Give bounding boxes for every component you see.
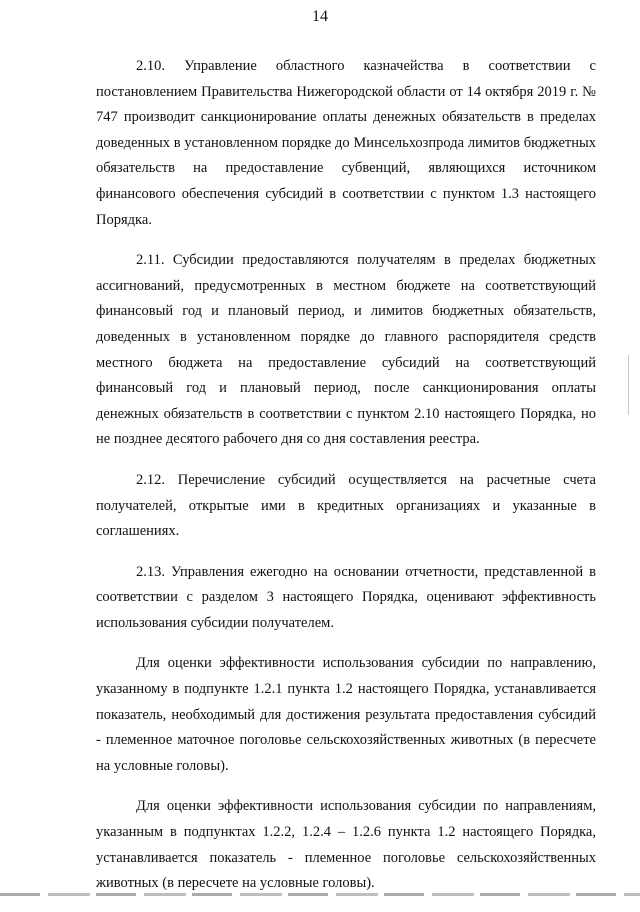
document-body	[96, 54, 596, 912]
scan-artifact-edge	[0, 893, 640, 896]
paragraph-2-10: 2.10. Управление областного казначейства в соответствии с постановлением Правительства Нижегородской области от 14 октября 2019 г. № 747 производит санкционирование оплаты денежных обязательств в пределах доведенных в установленном порядке до Минсельхозпрода лимитов бюджетных обязательств на предоставление субвенций, являющихся источником финансового обеспечения субсидий в соответствии с пунктом 1.3 настоящего Порядка.	[96, 58, 596, 228]
scan-artifact-line	[628, 355, 629, 415]
paragraph-efficiency-direction: Для оценки эффективности использования субсидии по направлению, указанному в подпункте 1.2.1 пункта 1.2 настоящего Порядка, устанавливается показатель, необходимый для достижения результата предоставления субсидий - племенное маточное поголовье сельскохозяйственных животных (в пересчете на условные головы).	[96, 655, 596, 774]
paragraph-efficiency-directions: Для оценки эффективности использования субсидии по направлениям, указанным в подпунктах 1.2.2, 1.2.4 – 1.2.6 пункта 1.2 настоящего Порядка, устанавливается показатель - племенное поголовье сельскохозяйственных животных (в пересчете на условные головы).	[96, 798, 596, 892]
paragraph-2-13: 2.13. Управления ежегодно на основании отчетности, представленной в соответствии с разделом 3 настоящего Порядка, оценивают эффективность использования субсидии получателем.	[96, 563, 596, 631]
paragraph-2-11: 2.11. Субсидии предоставляются получателям в пределах бюджетных ассигнований, предусмотренных в местном бюджете на соответствующий финансовый год и плановый период, и лимитов бюджетных обязательств, доведенных в установленном порядке до главного распорядителя средств местного бюджета на предоставление субсидий на соответствующий финансовый год и плановый период, после санкционирования оплаты денежных обязательств в соответствии с пунктом 2.10 настоящего Порядка, но не позднее десятого рабочего дня со дня составления реестра.	[96, 252, 596, 448]
paragraph-2-12: 2.12. Перечисление субсидий осуществляется на расчетные счета получателей, открытые ими в кредитных организациях и указанные в соглашениях.	[96, 471, 596, 540]
page-number: 14	[312, 8, 328, 25]
